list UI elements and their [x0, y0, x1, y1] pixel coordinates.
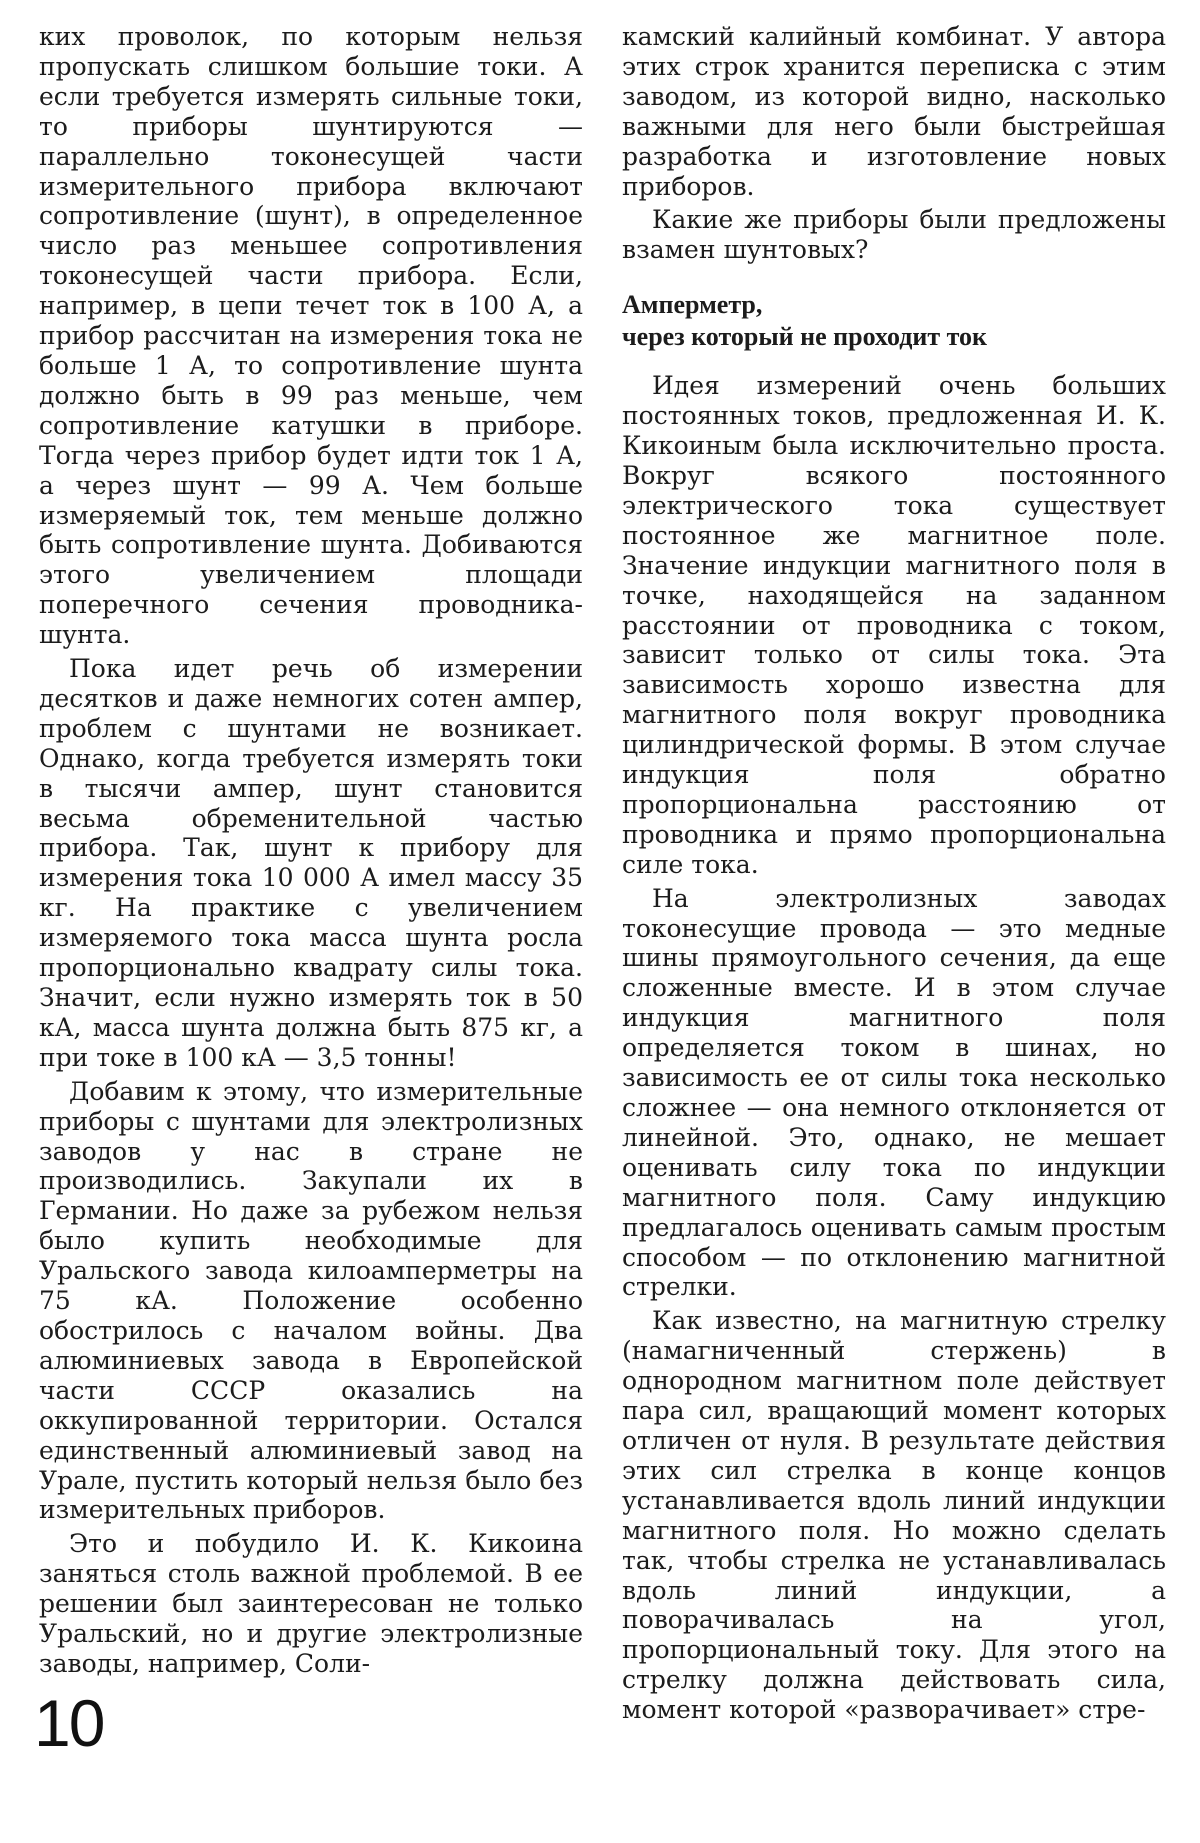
paragraph: камский калийный комбинат. У автора этих строк хранится переписка с этим заводом, из которой видно, насколько важными для него были быстрейшая разработка и изготовление новых приборов. [622, 22, 1166, 201]
paragraph: Как известно, на магнитную стрелку (намагниченный стержень) в однородном магнитном поле действует пара сил, вращающий момент которых отличен от нуля. В результате действия этих сил стрелка в конце концов устанавливается вдоль линий индукции магнитного поля. Но можно сделать так, чтобы стрелка не устанавливалась вдоль линий индукции, а поворачивалась на угол, пропорциональный току. Для этого на стрелку должна действовать сила, момент которой «разворачивает» стре- [622, 1306, 1166, 1725]
paragraph: Это и побудило И. К. Кикоина заняться столь важной проблемой. В ее решении был заинтересован не только Уральский, но и другие электролизные заводы, например, Соли- [39, 1529, 583, 1678]
section-heading-line: Амперметр, [622, 290, 763, 320]
paragraph: На электролизных заводах токонесущие провода — это медные шины прямоугольного сечения, да еще сложенные вместе. И в этом случае индукция магнитного поля определяется током в шинах, но зависимость ее от силы тока несколько сложнее — она немного отклоняется от линейной. Это, однако, не мешает оценивать силу тока по индукции магнитного поля. Саму индукцию предлагалось оценивать самым простым способом — по отклонению магнитной стрелки. [622, 883, 1166, 1302]
page-number: 10 [34, 1686, 104, 1760]
left-column [39, 22, 583, 1679]
paragraph: Идея измерений очень больших постоянных токов, предложенная И. К. Кикоиным была исключительно проста. Вокруг всякого постоянного электрического тока существует постоянное же магнитное поле. Значение индукции магнитного поля в точке, находящейся на заданном расстоянии от проводника с током, зависит только от силы тока. Эта зависимость хорошо известна для магнитного поля вокруг проводника цилиндрической формы. В этом случае индукция поля обратно пропорциональна расстоянию от проводника и прямо пропорциональна силе тока. [622, 371, 1166, 879]
section-heading [622, 289, 1166, 353]
paragraph: Добавим к этому, что измерительные приборы с шунтами для электролизных заводов у нас в стране не производились. Закупали их в Германии. Но даже за рубежом нельзя было купить необходимые для Уральского завода килоамперметры на 75 кА. Положение особенно обострилось с началом войны. Два алюминиевых завода в Европейской части СССР оказались на оккупированной территории. Остался единственный алюминиевый завод на Урале, пустить который нельзя было без измерительных приборов. [39, 1076, 583, 1525]
paragraph: Пока идет речь об измерении десятков и даже немногих сотен ампер, проблем с шунтами не возникает. Однако, когда требуется измерять токи в тысячи ампер, шунт становится весьма обременительной частью прибора. Так, шунт к прибору для измерения тока 10 000 А имел массу 35 кг. На практике с увеличением измеряемого тока масса шунта росла пропорционально квадрату силы тока. Значит, если нужно измерять ток в 50 кА, масса шунта должна быть 875 кг, а при токе в 100 кА — 3,5 тонны! [39, 654, 583, 1072]
paragraph: Какие же приборы были предложены взамен шунтовых? [622, 205, 1166, 265]
right-column [622, 22, 1166, 1725]
paragraph: ких проволок, по которым нельзя пропускать слишком большие токи. А если требуется измерять сильные токи, то приборы шунтируются — параллельно токонесущей части измерительного прибора включают сопротивление (шунт), в определенное число раз меньшее сопротивления токонесущей части прибора. Если, например, в цепи течет ток в 100 А, а прибор рассчитан на измерения тока не больше 1 А, то сопротивление шунта должно быть в 99 раз меньше, чем сопротивление катушки в приборе. Тогда через прибор будет идти ток 1 А, а через шунт — 99 А. Чем больше измеряемый ток, тем меньше должно быть сопротивление шунта. Добиваются этого увеличением площади поперечного сечения проводника-шунта. [39, 22, 583, 650]
section-heading-line: через который не проходит ток [622, 322, 988, 352]
